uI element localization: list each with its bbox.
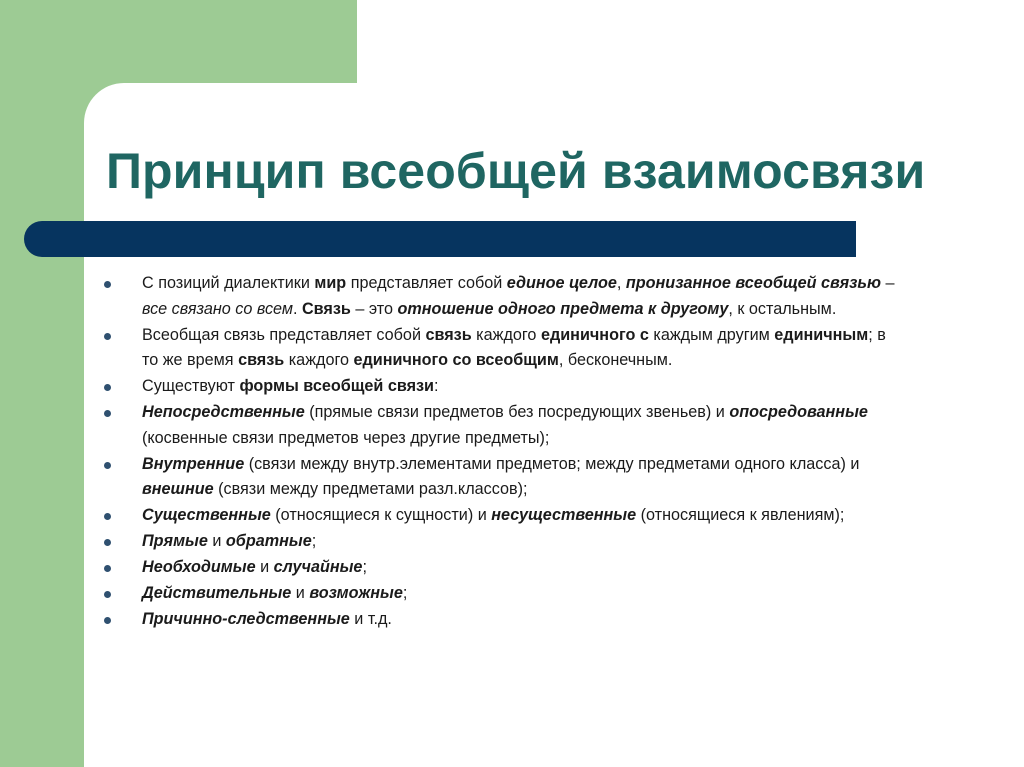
bullet-text-segment: обратные [225, 532, 312, 550]
bullet-text-segment: и [207, 532, 226, 550]
bullet-icon [104, 565, 111, 572]
bullet-icon [104, 539, 111, 546]
bullet-text-segment: и [255, 558, 274, 576]
bullet-icon [104, 410, 111, 417]
bullet-text-segment: – [880, 274, 895, 292]
bullet-text-segment: опосредованные [729, 403, 868, 421]
bullet-text-segment: единое целое [506, 274, 617, 292]
bullet-text-segment: , [616, 274, 626, 292]
bullet-text-segment: мир [314, 274, 347, 292]
bullet-text [142, 558, 367, 576]
bullet-text-segment: (связи между предметами разл.классов); [213, 480, 528, 498]
bullet-text-segment: (прямые связи предметов без посредующих звеньев) и [304, 403, 730, 421]
bullet-text-segment: единичным [774, 325, 869, 344]
bullet-text-segment: Действительные [142, 584, 292, 602]
bullet-text [142, 455, 859, 499]
bullet-text-segment: каждого [471, 325, 541, 344]
bullet-text [142, 532, 316, 550]
bullet-text-segment: ; в то же время [142, 325, 886, 369]
bullet-text-segment: отношение одного предмета к другому [397, 299, 729, 318]
bullet-text [142, 506, 844, 524]
bullet-text-segment: все связано со всем [142, 299, 293, 318]
bullet-item [100, 271, 905, 322]
bullet-item [100, 607, 905, 633]
bullet-text-segment: Связь [301, 299, 351, 318]
bullet-text-segment: Прямые [142, 532, 208, 550]
bullet-list [100, 271, 905, 633]
bullet-text-segment: и [291, 584, 310, 602]
bullet-text-segment: Причинно-следственные [142, 610, 350, 628]
bullet-icon [104, 591, 111, 598]
bullet-text-segment: ; [362, 558, 367, 576]
bullet-icon [104, 462, 111, 469]
bullet-text-segment: Всеобщая связь представляет собой [142, 325, 426, 344]
bullet-item [100, 400, 905, 451]
bullet-icon [104, 333, 111, 340]
bullet-text-segment: (относящиеся к явлениям); [636, 506, 845, 524]
bullet-text-segment: Непосредственные [142, 403, 305, 421]
bullet-text-segment: несущественные [491, 506, 637, 524]
bullet-item [100, 529, 905, 555]
bullet-item [100, 452, 905, 503]
bullet-icon [104, 281, 111, 288]
bullet-icon [104, 513, 111, 520]
bullet-item [100, 555, 905, 581]
bullet-text-segment: : [434, 377, 439, 395]
bullet-text-segment: . [292, 299, 302, 318]
bullet-item [100, 374, 905, 400]
bullet-text [142, 610, 392, 628]
bullet-text-segment: и т.д. [349, 610, 392, 628]
bullet-text-segment: (связи между внутр.элементами предметов; между предметами одного класса) и [244, 454, 860, 473]
bullet-text-segment: единичного со всеобщим [353, 351, 559, 369]
bullet-icon [104, 384, 111, 391]
bullet-icon [104, 617, 111, 624]
bullet-text-segment: единичного с [540, 325, 649, 344]
bullet-text-segment: каждым другим [648, 325, 775, 344]
bullet-text-segment: Существуют [142, 377, 240, 395]
bullet-text-segment: связь [425, 325, 472, 344]
bullet-text-segment: Необходимые [142, 558, 256, 576]
bullet-item [100, 323, 905, 374]
bullet-text [142, 274, 895, 318]
bullet-item [100, 503, 905, 529]
bullet-text-segment: формы всеобщей связи [239, 377, 435, 395]
bullet-text-segment: возможные [309, 584, 403, 602]
bullet-text-segment: (косвенные связи предметов через другие предметы); [142, 428, 550, 447]
bullet-text-segment: , бесконечным. [558, 351, 673, 369]
bullet-text-segment: – это [350, 299, 398, 318]
bullet-text-segment: С позиций диалектики [142, 274, 315, 292]
bullet-text-segment: Внутренние [142, 454, 245, 473]
bullet-text-segment: внешние [142, 480, 214, 498]
title-accent-line [24, 221, 856, 257]
bullet-text-segment: случайные [273, 558, 363, 576]
bullet-text-segment: Существенные [142, 506, 271, 524]
bullet-text [142, 584, 407, 602]
bullet-text-segment: пронизанное всеобщей связью [625, 274, 881, 292]
bullet-item [100, 581, 905, 607]
bullet-text-segment: ; [311, 532, 317, 550]
slide-title: Принцип всеобщей взаимосвязи [106, 143, 926, 199]
bullet-text [142, 377, 439, 395]
bullet-text [142, 403, 868, 447]
bullet-text-segment: , к остальным. [728, 299, 837, 318]
bullet-text-segment: ; [402, 584, 408, 602]
bullet-text-segment: представляет собой [346, 274, 507, 292]
bullet-text-segment: связь [238, 351, 285, 369]
bullet-text-segment: каждого [284, 351, 354, 369]
bullet-text [142, 326, 886, 370]
bullet-text-segment: (относящиеся к сущности) и [270, 506, 492, 524]
